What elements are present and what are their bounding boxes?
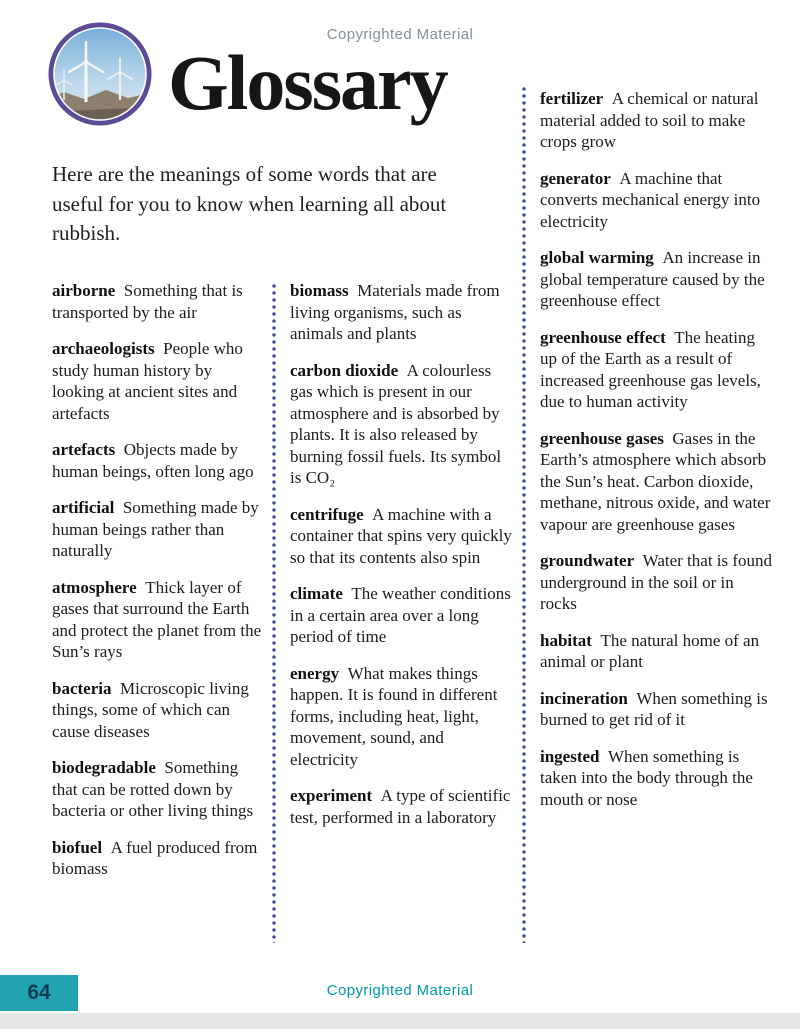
glossary-definition: The natural home of an animal or plant — [540, 630, 760, 671]
glossary-column-3 — [540, 88, 773, 825]
glossary-term: carbon dioxide — [290, 360, 399, 380]
glossary-term: greenhouse effect — [540, 327, 666, 347]
glossary-term: artefacts — [52, 440, 116, 459]
glossary-term: greenhouse gases — [540, 428, 664, 448]
column-divider-2 — [522, 86, 526, 943]
glossary-term: generator — [540, 168, 611, 188]
glossary-term: global warming — [540, 248, 654, 267]
glossary-entry — [52, 497, 266, 562]
glossary-definition: Microscopic living things, some of which can cause diseases — [52, 678, 249, 741]
wind-turbines-icon — [46, 20, 154, 128]
glossary-term: energy — [290, 663, 340, 683]
page-edge — [0, 1013, 800, 1029]
glossary-entry — [540, 88, 773, 153]
glossary-entry — [540, 550, 773, 615]
glossary-term: bacteria — [52, 678, 112, 698]
glossary-definition: Water that is found underground in the soil or in rocks — [540, 551, 773, 613]
glossary-term: groundwater — [540, 551, 635, 570]
glossary-definition: Objects made by human beings, often long ago — [52, 440, 254, 481]
glossary-definition: When something is taken into the body through the mouth or nose — [540, 746, 753, 809]
glossary-term: habitat — [540, 630, 592, 650]
copyright-top-text: Copyrighted Material — [326, 26, 474, 43]
glossary-definition: Materials made from living organisms, such as animals and plants — [290, 281, 500, 343]
glossary-entry — [52, 678, 266, 743]
glossary-definition: Gases in the Earth’s atmosphere which absorb the Sun’s heat. Carbon dioxide, methane, nitrous oxide, and water vapour are greenhouse gases — [540, 428, 771, 534]
glossary-entry — [540, 630, 773, 673]
glossary-definition: When something is burned to get rid of it — [540, 688, 768, 729]
glossary-definition: A chemical or natural material added to soil to make crops grow — [540, 89, 759, 151]
glossary-definition: A machine with a container that spins very quickly so that its contents also spin — [290, 504, 512, 567]
glossary-term: incineration — [540, 688, 628, 708]
glossary-entry — [290, 360, 513, 489]
glossary-definition: Something made by human beings rather than naturally — [52, 498, 259, 560]
glossary-definition: Thick layer of gases that surround the Earth and protect the planet from the Sun’s rays — [52, 577, 262, 661]
glossary-term: biomass — [290, 281, 349, 300]
glossary-definition: What makes things happen. It is found in different forms, including heat, light, movement, sound, and electricity — [290, 663, 498, 769]
page-number: 64 — [0, 975, 78, 1011]
glossary-entry — [52, 280, 266, 323]
column-divider-1 — [272, 283, 276, 943]
glossary-entry — [52, 439, 266, 482]
glossary-definition: Something that can be rotted down by bacteria or other living things — [52, 758, 254, 820]
glossary-term: fertilizer — [540, 89, 604, 108]
glossary-entry — [540, 247, 773, 312]
glossary-entry — [540, 168, 773, 233]
copyright-bottom-text: Copyrighted Material — [326, 982, 474, 999]
glossary-definition: People who study human history by looking at ancient sites and artefacts — [52, 339, 243, 423]
glossary-definition: Something that is transported by the air — [52, 281, 243, 322]
glossary-term: climate — [290, 584, 343, 603]
glossary-term: biodegradable — [52, 758, 156, 777]
glossary-column-1 — [52, 280, 266, 895]
glossary-entry — [290, 504, 513, 569]
glossary-entry — [540, 746, 773, 811]
glossary-entry — [290, 785, 513, 828]
glossary-definition: The heating up of the Earth as a result of increased greenhouse gas levels, due to human activity — [540, 327, 761, 411]
intro-text: Here are the meanings of some words that are useful for you to know when learning all about rubbish. — [52, 162, 447, 245]
glossary-term: artificial — [52, 498, 115, 517]
glossary-term: biofuel — [52, 837, 103, 857]
page-title: Glossary — [168, 39, 447, 126]
glossary-definition: The weather conditions in a certain area over a long period of time — [290, 584, 511, 646]
glossary-definition: A machine that converts mechanical energy into electricity — [540, 168, 761, 231]
glossary-term: airborne — [52, 281, 116, 300]
glossary-entry — [52, 837, 266, 880]
glossary-entry — [52, 577, 266, 663]
glossary-entry — [290, 583, 513, 648]
glossary-entry — [52, 338, 266, 424]
glossary-entry — [540, 428, 773, 536]
glossary-entry — [52, 757, 266, 822]
wind-turbines-photo — [46, 20, 154, 128]
glossary-term: experiment — [290, 786, 373, 805]
glossary-column-2 — [290, 280, 513, 843]
glossary-entry — [290, 663, 513, 771]
glossary-term: archaeologists — [52, 339, 155, 358]
glossary-definition: An increase in global temperature caused by the greenhouse effect — [540, 248, 765, 310]
glossary-term: centrifuge — [290, 504, 364, 524]
glossary-term: atmosphere — [52, 577, 137, 597]
glossary-definition: A colourless gas which is present in our atmosphere and is absorbed by plants. It is also released by burning fossil fuels. Its symbol is CO₂ — [290, 360, 502, 487]
glossary-entry — [290, 280, 513, 345]
glossary-entry — [540, 688, 773, 731]
glossary-definition: A type of scientific test, performed in a laboratory — [290, 786, 511, 827]
glossary-definition: A fuel produced from biomass — [52, 837, 258, 878]
glossary-term: ingested — [540, 746, 600, 766]
glossary-entry — [540, 327, 773, 413]
